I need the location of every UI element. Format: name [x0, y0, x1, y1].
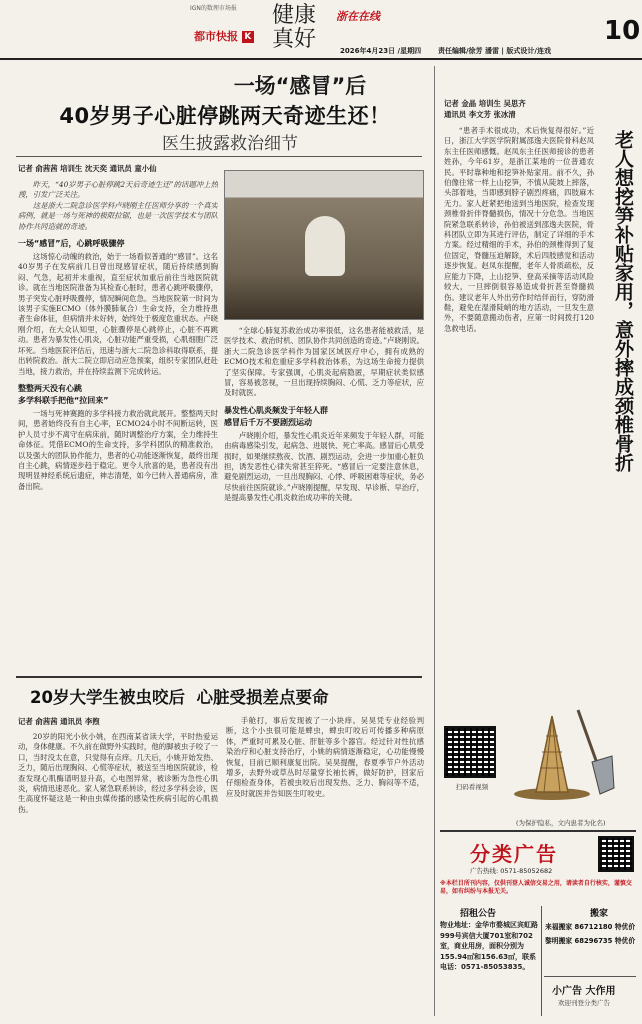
- bamboo-shoot-icon: [536, 716, 568, 792]
- paper-name: IGN的数理市场报: [190, 5, 237, 12]
- story1-sec3-title: 暴发性心肌炎频发于年轻人群 感冒后千万不要剧烈运动: [224, 405, 328, 427]
- story2-body-2: 手舱打，事后发现被了一小块痒。吴昊凭专业经验判断，这个小虫很可能是蜱虫，蜱虫叮咬后可传播多种病原体，严重时可累及心脏、肝脏等多个器官。经过针对性抗感染治疗和心脏支持治疗，小姚的病情逐渐稳定，心功能慢慢恢复，目前已顺利康复出院。吴昊提醒，春夏季节户外活动增多，去野外或草丛时尽量穿长袖长裤，做好防护，回家后仔细检查身体，若被虫咬后出现发热、乏力、胸闷等不适，应及时就医并告知医生叮咬史。: [226, 716, 424, 798]
- story2-headline: 20岁大学生被虫咬后 心脏受损差点要命: [30, 688, 329, 707]
- story1-sec2-title: 整整两天没有心跳 多学科联手把他“拉回来”: [18, 383, 109, 405]
- story2-col2: [226, 716, 424, 1016]
- brand-right: 浙在在线: [336, 10, 380, 23]
- classified-ads: [440, 836, 636, 1018]
- story1-sec1-body: 这场惊心动魄的救治，始于一场看似普通的“感冒”。这名40岁男子在发病前几日曾出现感冒症状，随后持续感到胸闷、气急，起初并未重视，直至症状加重后前往当地医院就诊。就在当地医院准备为其检查心脏时，患者心跳呼吸骤停，男子突发心脏呼吸骤停，情况瞬间危急。当地医院第一时间为该男子实施ECMO（体外膜肺氧合）生命支持，全力维持患者生命体征，但病情并未好转，始终处于极度危重状态。卢晓刚介绍，在大众认知里，心脏骤停是心跳停止，心脏不再跳动。患者为暴发性心肌炎，心脏功能严重受损，心肌细胞广泛坏死。当地医院评估后，迅速与浙大二院急诊科取得联系，提出转院救治。浙大二院立即启动应急预案，组织专家团队赶赴当地，接力救治，并在持续监测下完成转运。: [18, 252, 218, 376]
- masthead: [0, 0, 642, 60]
- story3-body-block: [444, 126, 594, 720]
- ads-right-title: 搬家: [590, 909, 609, 919]
- ads-right-line1: 来福搬家 86712180 特优价: [545, 923, 636, 931]
- story2-byline: 记者 俞茜茜 通讯员 李煦: [18, 717, 100, 726]
- story1-sec1-title: 一场“感冒”后，心跳呼吸骤停: [18, 239, 125, 249]
- story1-photo: [224, 170, 424, 320]
- ads-qr-code[interactable]: [598, 836, 634, 872]
- story1-lead: 昨天，“40岁男子心脏停跳2天后奇迹生还”的话题冲上热搜，引发广泛关注。: [18, 180, 218, 200]
- story3-body: “患者手术很成功，术后恢复得很好。”近日，浙江大学医学院附属邵逸夫医院骨科赵凤东主任医师感慨。赵凤东主任医师接诊的患者姓孙，今年61岁，是浙江某地的一位普通农民。平时靠种地和挖笋补贴家用。前不久，孙伯像往常一样上山挖笋，不慎从陡坡上摔落，头部着地，当即感到脖子剧烈疼痛，四肢麻木无力。家人赶紧把他送到当地医院，检查发现颈椎骨折伴脊髓损伤，情况十分危急。当地医院紧急联系转诊，孙伯被送到邵逸夫医院，骨科团队立即为其进行评估，制定了详细的手术方案。经过精细的手术，孙伯的颈椎得到了复位固定，脊髓压迫解除，术后四肢感觉和活动逐步恢复。赵凤东提醒，老年人骨质疏松，反应能力下降，上山挖笋、登高采摘等活动风险较大，一旦摔倒很容易造成骨折甚至脊髓损伤。建议老年人外出劳作时结伴而行，穿防滑鞋，避免在湿滑陡峭的地方活动，一旦发生意外，不要随意搬动伤者，应第一时间拨打120急救电话。: [444, 126, 594, 333]
- story1-sec2-body: 一场与死神赛跑的多学科接力救治就此展开。整整两天时间，患者始终没有自主心率，ECMO24小时不间断运转，医护人员寸步不离守在病床前，随时调整治疗方案，全力维持生命体征。凭借ECMO的生命支持，多学科团队的精准救治，以及强大的团队协作能力，患者的心功能逐渐恢复，最终出现自主心跳，病情逐步趋于稳定。更令人欣喜的是，患者没有出现明显神经系统后遗症，神志清楚，如今已转入普通病房，准备出院。: [18, 408, 218, 491]
- brand-k-logo-icon: K: [242, 31, 254, 43]
- shovel-icon: [578, 710, 598, 766]
- ads-title: 分类广告: [470, 842, 558, 866]
- date-line: 2026年4月23日 /星期四: [340, 47, 422, 55]
- story1-col1: [18, 180, 218, 635]
- story3-headline: 老人想挖笋补贴家用，意外摔成颈椎骨折: [612, 130, 634, 472]
- section-title-line1: 健康: [272, 3, 317, 28]
- story1-headline-2: 40岁男子心脏停跳两天奇迹生还！: [59, 104, 391, 128]
- story3-byline: 记者 金晶 培训生 吴思齐 通讯员 李文芳 张冰清: [444, 99, 526, 119]
- editors-line: 责任编辑/徐芳 潘雷 | 版式设计/连戏: [438, 47, 551, 55]
- photo-person-icon: [305, 216, 345, 276]
- story2-col1: [18, 732, 218, 1016]
- story1-headline-1: 一场“感冒”后: [233, 74, 367, 98]
- story1-subhead: 医生披露救治细节: [162, 134, 298, 154]
- section-title-line2: 真好: [272, 27, 317, 52]
- ads-footer2: 欢迎刊登分类广告: [558, 999, 610, 1007]
- story1-lead2: 这是浙大二院急诊医学科卢晓刚主任医师分享的一个真实病例，就是一场与死神的极限拉锯，也是一次医学技术与团队协作共同造就的奇迹。: [18, 200, 218, 231]
- ads-left-title: 招租公告: [460, 909, 497, 919]
- brand-left: 都市快报 K: [194, 28, 254, 44]
- story3-qr-code[interactable]: [444, 726, 496, 778]
- story2-body-1: 20岁的阳光小伙小姚，在西南某省读大学，平时热爱运动，身体健康。不久前在做野外实践时，他的脚被虫子咬了一口，当时没太在意，只觉得有点痒。几天后，小姚开始发热、乏力，随后出现胸闷、心慌等症状，被送至当地医院就诊，检查发现心肌酶谱明显升高，心电图异常，被诊断为急性心肌炎，病情迅速恶化。家人紧急联系转诊，经过多学科会诊，医生高度怀疑这是一种由虫媒传播的感染性疾病引起的心肌损伤。: [18, 732, 218, 814]
- bamboo-shoot-illustration: [512, 706, 622, 802]
- story1-byline: 记者 俞茜茜 培训生 沈天奕 通讯员 童小仙: [18, 164, 157, 173]
- section-title: [272, 4, 316, 52]
- ads-notice: ※本栏目所刊内容，仅供刊登人诚信交易之用，请读者自行核实，谨慎交易，如有纠纷与本报无关。: [440, 880, 632, 895]
- image-caption: (为保护隐私，文内患者为化名): [516, 819, 606, 827]
- story1-sec3-body: 卢晓刚介绍，暴发性心肌炎近年来频发于年轻人群，可能由病毒感染引发，起病急、进展快、死亡率高。感冒后心肌受损时，如果继续熬夜、饮酒、剧烈运动，会进一步加重心脏负担，诱发恶性心律失常甚至猝死。“感冒后一定要注意休息，避免剧烈运动，一旦出现胸闷、心悸、呼吸困难等症状，务必尽快前往医院就诊。”卢晓刚提醒，早发现、早诊断、早治疗，是提高暴发性心肌炎救治成功率的关键。: [224, 430, 424, 503]
- story1-col2: [224, 326, 424, 636]
- ads-footer: 小广告 大作用: [552, 986, 616, 997]
- page-number: 10: [604, 16, 641, 46]
- story3-qr-caption: 扫码看视频: [455, 783, 489, 791]
- story1-col2-body: “全球心肺复苏救治成功率很低，这名患者能被救活，是医学技术、救治时机、团队协作共同创造的奇迹。”卢晓刚说。浙大二院急诊医学科作为国家区域医疗中心，拥有成熟的ECMO技术和危重症多学科救治体系，为这场生命接力提供了坚实保障。专家强调，心肌炎起病隐匿，早期症状类似感冒，容易被忽视，一旦出现持续胸闷、心慌、乏力等症状，应及时就医。: [224, 326, 424, 398]
- ads-hotline: 广告热线: 0571-85052682: [470, 867, 553, 875]
- ads-left-body: 物业地址：金华市婺城区宾虹路999号宾信大厦701室和702室，商业用房，面积分别为155.94㎡和156.63㎡，联系电话：0571-85053835。: [440, 921, 538, 971]
- ads-right-line2: 黎明搬家 68296735 特优价: [545, 937, 636, 945]
